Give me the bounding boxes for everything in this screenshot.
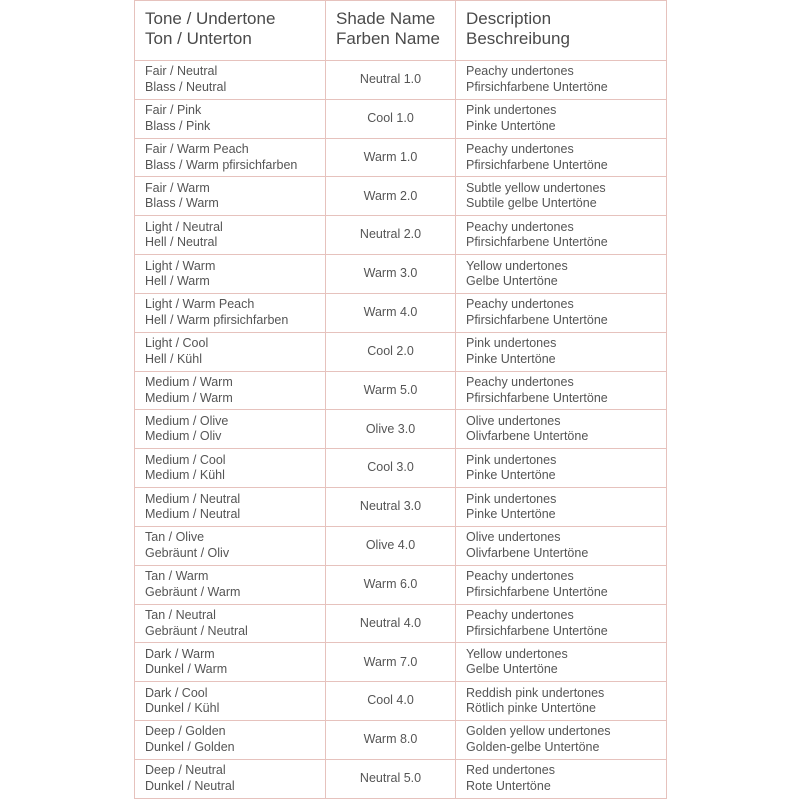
tone-en: Dark / Warm [145, 646, 215, 661]
tone-de: Hell / Kühl [145, 351, 202, 366]
description-de: Olivfarbene Untertöne [466, 429, 589, 444]
description-en: Golden yellow undertones [466, 724, 611, 739]
shade-cell [326, 682, 456, 721]
table-row [135, 255, 667, 294]
table-row [135, 488, 667, 527]
table-row [135, 449, 667, 488]
table-row [135, 61, 667, 100]
shade-name: Cool 2.0 [367, 343, 414, 358]
shade-name: Warm 8.0 [363, 732, 418, 747]
tone-de: Blass / Pink [145, 118, 211, 133]
shade-name: Neutral 1.0 [359, 72, 422, 87]
description-cell [456, 721, 667, 760]
description-de: Pinke Untertöne [466, 351, 556, 366]
tone-en: Tan / Warm [145, 569, 209, 584]
description-cell [456, 488, 667, 527]
tone-en: Medium / Warm [145, 375, 233, 390]
tone-cell [135, 643, 326, 682]
description-en: Yellow undertones [466, 646, 568, 661]
header-shade-de: Farben Name [336, 29, 440, 48]
shade-name: Olive 4.0 [365, 538, 416, 553]
tone-en: Tan / Olive [145, 530, 205, 545]
description-cell [456, 759, 667, 798]
description-en: Peachy undertones [466, 142, 574, 157]
shade-name: Warm 4.0 [363, 305, 418, 320]
shade-name: Neutral 4.0 [359, 615, 422, 630]
header-description-en: Description [466, 9, 552, 28]
tone-en: Medium / Olive [145, 413, 229, 428]
shade-name: Neutral 5.0 [359, 771, 422, 786]
description-de: Pinke Untertöne [466, 507, 556, 522]
tone-cell [135, 410, 326, 449]
tone-de: Medium / Kühl [145, 468, 225, 483]
shade-name: Warm 3.0 [363, 266, 418, 281]
shade-name: Warm 1.0 [363, 149, 418, 164]
description-de: Pfirsichfarbene Untertöne [466, 623, 608, 638]
tone-en: Light / Cool [145, 336, 209, 351]
table-row [135, 759, 667, 798]
shade-cell [326, 410, 456, 449]
shade-cell [326, 293, 456, 332]
tone-cell [135, 99, 326, 138]
description-cell [456, 255, 667, 294]
tone-de: Hell / Warm [145, 274, 210, 289]
description-de: Gelbe Untertöne [466, 274, 558, 289]
tone-cell [135, 371, 326, 410]
shade-cell [326, 565, 456, 604]
description-de: Pfirsichfarbene Untertöne [466, 157, 608, 172]
description-en: Subtle yellow undertones [466, 180, 606, 195]
shade-name: Cool 1.0 [367, 110, 414, 125]
tone-cell [135, 565, 326, 604]
tone-cell [135, 61, 326, 100]
description-de: Golden-gelbe Untertöne [466, 739, 600, 754]
description-en: Peachy undertones [466, 608, 574, 622]
shade-cell [326, 526, 456, 565]
tone-de: Blass / Warm pfirsichfarben [145, 157, 298, 172]
tone-en: Dark / Cool [145, 685, 208, 700]
shade-name: Warm 7.0 [363, 654, 418, 669]
description-en: Peachy undertones [466, 64, 574, 79]
description-en: Pink undertones [466, 103, 557, 118]
description-de: Pfirsichfarbene Untertöne [466, 584, 608, 599]
tone-cell [135, 449, 326, 488]
tone-cell [135, 759, 326, 798]
shade-cell [326, 177, 456, 216]
tone-cell [135, 604, 326, 643]
tone-en: Fair / Warm [145, 180, 210, 195]
shade-cell [326, 138, 456, 177]
description-en: Peachy undertones [466, 219, 574, 234]
table-row [135, 99, 667, 138]
table-row [135, 410, 667, 449]
table-row [135, 604, 667, 643]
shade-name: Cool 4.0 [367, 693, 414, 708]
description-cell [456, 138, 667, 177]
tone-de: Gebräunt / Neutral [145, 623, 248, 638]
shade-cell [326, 99, 456, 138]
description-de: Olivfarbene Untertöne [466, 545, 589, 560]
tone-de: Dunkel / Golden [145, 739, 235, 754]
tone-cell [135, 255, 326, 294]
shade-cell [326, 449, 456, 488]
table-row [135, 721, 667, 760]
description-en: Peachy undertones [466, 297, 574, 312]
description-cell [456, 682, 667, 721]
description-de: Gelbe Untertöne [466, 662, 558, 677]
tone-de: Gebräunt / Oliv [145, 545, 230, 560]
description-en: Pink undertones [466, 491, 557, 506]
description-en: Pink undertones [466, 452, 557, 467]
shade-cell [326, 332, 456, 371]
tone-de: Blass / Neutral [145, 79, 227, 94]
shade-cell [326, 255, 456, 294]
tone-cell [135, 721, 326, 760]
tone-de: Medium / Warm [145, 390, 233, 405]
tone-en: Medium / Neutral [145, 491, 241, 506]
header-tone [135, 1, 326, 61]
description-en: Olive undertones [466, 413, 561, 428]
description-cell [456, 410, 667, 449]
description-de: Rote Untertöne [466, 778, 551, 793]
shade-name: Warm 5.0 [363, 382, 418, 397]
description-en: Red undertones [466, 763, 555, 778]
table-row [135, 138, 667, 177]
header-row [135, 1, 667, 61]
tone-en: Light / Warm [145, 258, 216, 273]
shade-name: Cool 3.0 [367, 460, 414, 475]
description-cell [456, 293, 667, 332]
tone-en: Deep / Neutral [145, 763, 226, 778]
tone-de: Medium / Neutral [145, 507, 241, 522]
tone-en: Tan / Neutral [145, 608, 216, 622]
tone-en: Deep / Golden [145, 724, 226, 739]
description-de: Subtile gelbe Untertöne [466, 196, 597, 211]
description-cell [456, 61, 667, 100]
tone-cell [135, 488, 326, 527]
tone-cell [135, 177, 326, 216]
tone-de: Hell / Neutral [145, 235, 218, 250]
shade-cell [326, 488, 456, 527]
shade-name: Olive 3.0 [365, 421, 416, 436]
description-cell [456, 449, 667, 488]
tone-de: Hell / Warm pfirsichfarben [145, 312, 289, 327]
shade-name: Warm 6.0 [363, 576, 418, 591]
tone-cell [135, 216, 326, 255]
shade-cell [326, 61, 456, 100]
table-row [135, 216, 667, 255]
tone-de: Dunkel / Neutral [145, 778, 235, 793]
shade-cell [326, 721, 456, 760]
table-row [135, 643, 667, 682]
tone-de: Blass / Warm [145, 196, 219, 211]
description-en: Peachy undertones [466, 375, 574, 390]
table-row [135, 293, 667, 332]
tone-de: Medium / Oliv [145, 429, 222, 444]
shade-name: Neutral 3.0 [359, 499, 422, 514]
description-en: Yellow undertones [466, 258, 568, 273]
tone-en: Fair / Neutral [145, 64, 218, 79]
description-de: Pfirsichfarbene Untertöne [466, 312, 608, 327]
table-row [135, 371, 667, 410]
table-row [135, 332, 667, 371]
tone-cell [135, 138, 326, 177]
shade-name: Warm 2.0 [363, 188, 418, 203]
description-en: Peachy undertones [466, 569, 574, 584]
shade-table [134, 0, 667, 799]
description-cell [456, 332, 667, 371]
description-de: Pinke Untertöne [466, 118, 556, 133]
description-en: Pink undertones [466, 336, 557, 351]
tone-cell [135, 332, 326, 371]
shade-cell [326, 216, 456, 255]
header-tone-en: Tone / Undertone [145, 9, 276, 28]
tone-cell [135, 293, 326, 332]
tone-cell [135, 682, 326, 721]
description-cell [456, 177, 667, 216]
shade-cell [326, 604, 456, 643]
shade-cell [326, 643, 456, 682]
tone-en: Medium / Cool [145, 452, 226, 467]
description-de: Pfirsichfarbene Untertöne [466, 390, 608, 405]
description-de: Pfirsichfarbene Untertöne [466, 79, 608, 94]
header-shade [326, 1, 456, 61]
header-description [456, 1, 667, 61]
tone-de: Dunkel / Kühl [145, 701, 220, 716]
header-tone-de: Ton / Unterton [145, 29, 252, 48]
description-cell [456, 526, 667, 565]
header-description-de: Beschreibung [466, 29, 570, 48]
shade-name: Neutral 2.0 [359, 227, 422, 242]
description-cell [456, 99, 667, 138]
description-cell [456, 643, 667, 682]
table-row [135, 177, 667, 216]
description-cell [456, 216, 667, 255]
description-cell [456, 371, 667, 410]
tone-de: Dunkel / Warm [145, 662, 228, 677]
shade-cell [326, 759, 456, 798]
table-row [135, 526, 667, 565]
tone-cell [135, 526, 326, 565]
tone-en: Light / Neutral [145, 219, 223, 234]
description-de: Pfirsichfarbene Untertöne [466, 235, 608, 250]
description-en: Reddish pink undertones [466, 685, 605, 700]
tone-en: Fair / Warm Peach [145, 142, 249, 157]
tone-en: Light / Warm Peach [145, 297, 255, 312]
tone-de: Gebräunt / Warm [145, 584, 241, 599]
description-de: Pinke Untertöne [466, 468, 556, 483]
description-en: Olive undertones [466, 530, 561, 545]
shade-cell [326, 371, 456, 410]
tone-en: Fair / Pink [145, 103, 202, 118]
header-shade-en: Shade Name [336, 9, 436, 28]
description-cell [456, 565, 667, 604]
table-row [135, 565, 667, 604]
description-de: Rötlich pinke Untertöne [466, 701, 596, 716]
description-cell [456, 604, 667, 643]
table-row [135, 682, 667, 721]
